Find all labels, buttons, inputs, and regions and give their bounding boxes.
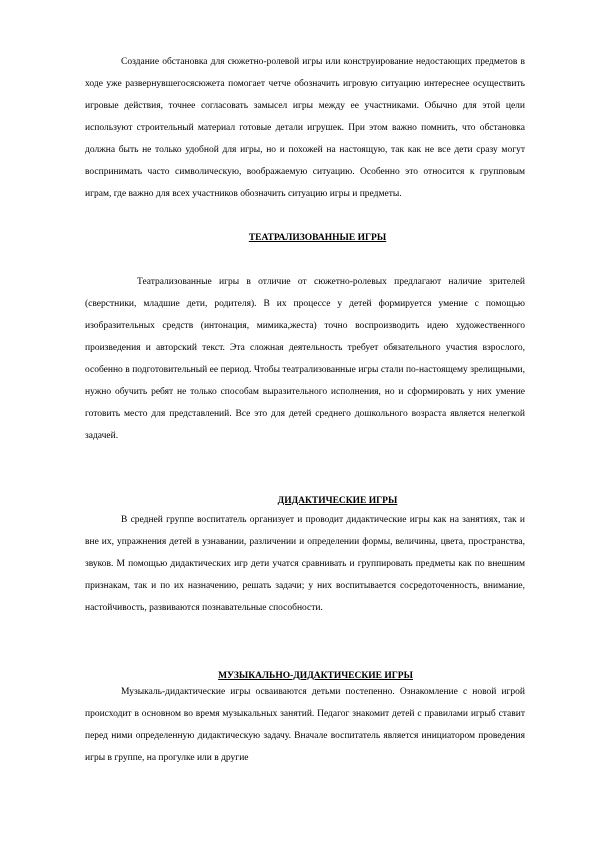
heading-musical-didactic-games: МУЗЫКАЛЬНО-ДИДАКТИЧЕСКИЕ ИГРЫ (218, 671, 413, 681)
heading-didactic-games: ДИДАКТИЧЕСКИЕ ИГРЫ (277, 496, 398, 506)
paragraph-musical-didactic-games: Музыкаль-дидактические игры осваиваются детьми постепенно. Ознакомление с новой игрой происходит в основном во время музыкальных занятий. Педагог знакомит детей с правилами игрыб ставит перед ними определенную дидактическую задачу. Вначале воспитатель является инициатором проведения игры в группе, на прогулке или в другие (85, 687, 525, 763)
paragraph-didactic-games: В средней группе воспитатель организует и проводит дидактические игры как на занятиях, так и вне их, упражнения детей в узнавании, различении и определении формы, величины, цвета, пространства, звуков. М помощью дидактических игр дети учатся сравнивать и группировать предметы как по внешним признакам, так и по их назначению, решать задачи; у них воспитывается сосредоточенность, внимание, настойчивость, развиваются познавательные способности. (85, 515, 525, 613)
paragraph-theatrical-games: Театрализованные игры в отличие от сюжетно-ролевых предлагают наличие зрителей (сверстники, младшие дети, родителя). В их процессе у детей формируется умение с помощью изобразительных средств (интонация, мимика,жеста) точно воспроизводить идею художественного произведения и авторский текст. Эта сложная деятельность требует обязательного участия взрослого, особенно в подготовительный ее период. Чтобы театрализованные игры стали по-настоящему зрелищными, нужно обучить ребят не только способам выразительного исполнения, но и сформировать у них умение готовить место для представлений. Все это для детей среднего дошкольного возраста является нелегкой задачей. (85, 277, 525, 441)
paragraph-object-setting: Создание обстановка для сюжетно-ролевой игры или конструирование недостающих предметов в ходе уже развернувшегосясюжета помогает четче обозначить игровую ситуацию интереснее осуществить игровые действия, точнее согласовать замысел игры между ее участниками. Обычно для этой цели используют строительный материал готовые детали игрушек. При этом важно помнить, что обстановка должна быть не только удобной для игры, но и похожей на настоящую, так как не все дети сразу могут воспринимать часто символическую, воображаемую ситуацию. Особенно это относится к групповым играм, где важно для всех участников обозначить ситуацию игры и предметы. (85, 57, 525, 199)
heading-theatrical-games: ТЕАТРАЛИЗОВАННЫЕ ИГРЫ (248, 233, 387, 243)
